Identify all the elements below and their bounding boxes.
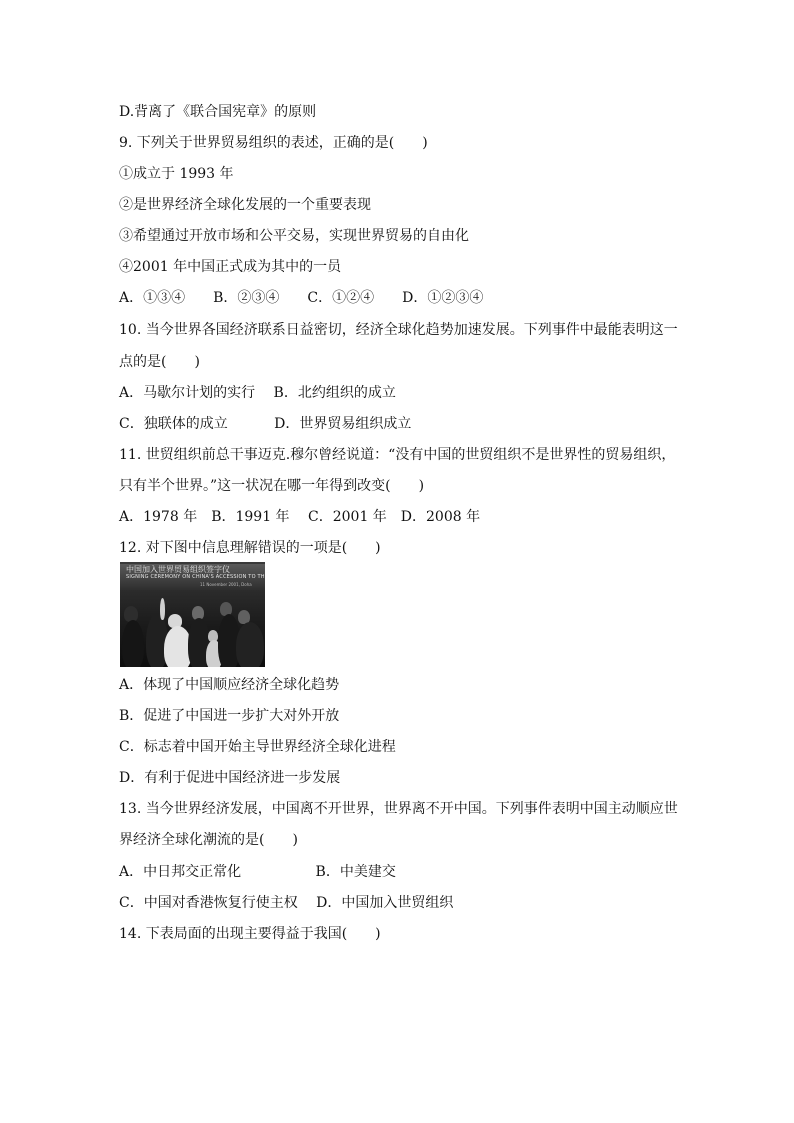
question-11: 11. 世贸组织前总干事迈克.穆尔曾经说道：“没有中国的世贸组织不是世界性的贸易组织， [119, 447, 676, 463]
question-13-cont: 界经济全球化潮流的是( ) [119, 832, 298, 848]
photo-figure [122, 620, 144, 667]
photo-figure [236, 622, 264, 667]
question-10-cont: 点的是( ) [119, 354, 200, 370]
question-10: 10. 当今世界各国经济联系日益密切，经济全球化趋势加速发展。下列事件中最能表明这一 [119, 322, 678, 338]
option-12-c: C．标志着中国开始主导世界经济全球化进程 [119, 739, 396, 755]
options-11: A．1978 年 B．1991 年 C．2001 年 D．2008 年 [119, 509, 481, 525]
question-9: 9. 下列关于世界贸易组织的表述，正确的是( ) [119, 135, 428, 151]
statement-4: ④2001 年中国正式成为其中的一员 [119, 259, 342, 275]
options-10-ab: A．马歇尔计划的实行 B．北约组织的成立 [119, 385, 396, 401]
photo-banner-en: SIGNING CEREMONY ON CHINA'S ACCESSION TO TH [126, 574, 265, 580]
options-13-ab: A．中日邦交正常化 B．中美建交 [119, 864, 396, 880]
statement-3: ③希望通过开放市场和公平交易，实现世界贸易的自由化 [119, 228, 469, 244]
question-14: 14. 下表局面的出现主要得益于我国( ) [119, 926, 381, 942]
question-11-cont: 只有半个世界。”这一状况在哪一年得到改变( ) [119, 478, 425, 494]
signing-ceremony-photo [120, 562, 265, 667]
options-9: A．①③④ B．②③④ C．①②④ D．①②③④ [119, 290, 484, 306]
options-13-cd: C．中国对香港恢复行使主权 D．中国加入世贸组织 [119, 895, 454, 911]
option-12-a: A．体现了中国顺应经济全球化趋势 [119, 677, 340, 693]
question-12: 12. 对下图中信息理解错误的一项是( ) [119, 540, 381, 556]
statement-2: ②是世界经济全球化发展的一个重要表现 [119, 197, 371, 213]
photo-banner-date: 11 November 2001, Doha [200, 582, 252, 587]
question-13: 13. 当今世界经济发展，中国离不开世界，世界离不开中国。下列事件表明中国主动顺应世 [119, 801, 678, 817]
photo-figure [160, 598, 165, 620]
statement-1: ①成立于 1993 年 [119, 166, 234, 182]
option-12-d: D．有利于促进中国经济进一步发展 [119, 770, 341, 786]
option-12-b: B．促进了中国进一步扩大对外开放 [119, 708, 340, 724]
options-10-cd: C．独联体的成立 D．世界贸易组织成立 [119, 416, 412, 432]
text-line: D.背离了《联合国宪章》的原则 [119, 104, 317, 120]
photo-banner-cn: 中国加入世界贸易组织签字仪 [126, 565, 230, 574]
